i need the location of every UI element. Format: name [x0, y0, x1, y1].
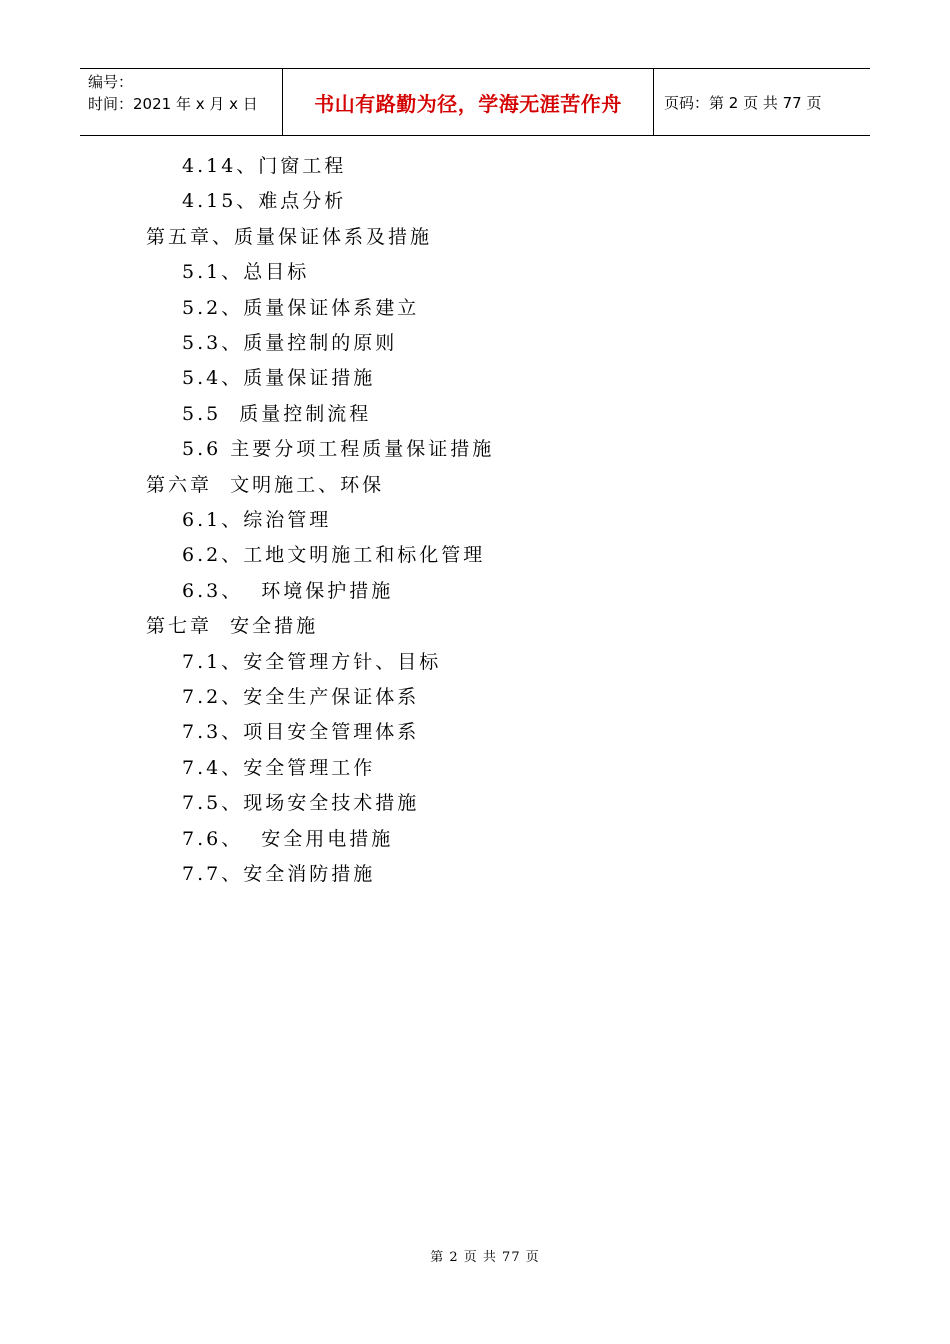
header-page-info: 页码：第 2 页 共 77 页	[664, 93, 822, 112]
toc-section-entry: 5.3、质量控制的原则	[182, 332, 398, 354]
page-header	[80, 68, 870, 136]
toc-section-entry: 7.7、安全消防措施	[182, 863, 376, 885]
toc-section-entry: 4.15、难点分析	[182, 190, 347, 212]
toc-section-entry: 6.3、 环境保护措施	[182, 580, 394, 602]
toc-section-entry: 4.14、门窗工程	[182, 155, 347, 177]
toc-section-entry: 7.1、安全管理方针、目标	[182, 651, 442, 673]
header-motto-cell	[282, 69, 654, 135]
toc-section-entry: 7.4、安全管理工作	[182, 757, 376, 779]
toc-chapter-entry: 第五章、质量保证体系及措施	[146, 226, 433, 248]
header-motto: 书山有路勤为径，学海无涯苦作舟	[314, 91, 622, 116]
document-number-label: 编号：	[88, 73, 134, 91]
toc-section-entry: 5.2、质量保证体系建立	[182, 297, 420, 319]
toc-section-entry: 6.2、工地文明施工和标化管理	[182, 544, 486, 566]
toc-chapter-entry: 第六章 文明施工、环保	[146, 474, 385, 496]
toc-section-entry: 5.1、总目标	[182, 261, 310, 283]
header-meta-cell	[80, 69, 282, 135]
toc-section-entry: 5.6 主要分项工程质量保证措施	[182, 438, 495, 460]
page-footer: 第 2 页 共 77 页	[430, 1250, 540, 1265]
toc-chapter-entry: 第七章 安全措施	[146, 615, 319, 637]
toc-section-entry: 7.6、 安全用电措施	[182, 828, 394, 850]
toc-section-entry: 5.4、质量保证措施	[182, 367, 376, 389]
toc-section-entry: 7.3、项目安全管理体系	[182, 721, 420, 743]
toc-section-entry: 6.1、综治管理	[182, 509, 332, 531]
toc-section-entry: 7.5、现场安全技术措施	[182, 792, 420, 814]
header-page-cell	[654, 69, 870, 135]
toc-section-entry: 7.2、安全生产保证体系	[182, 686, 420, 708]
document-date-label: 时间：2021 年 x 月 x 日	[88, 95, 258, 113]
toc-section-entry: 5.5 质量控制流程	[182, 403, 372, 425]
